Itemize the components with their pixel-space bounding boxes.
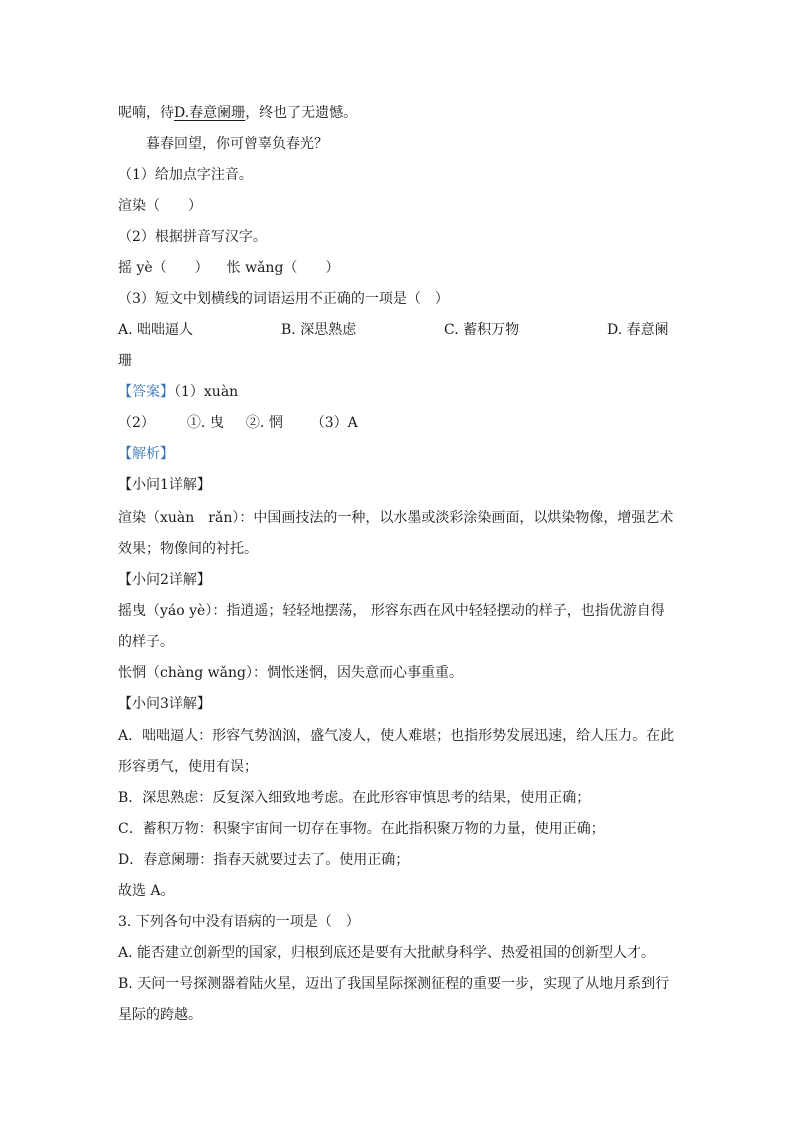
passage-text: ，终也了无遗憾。	[245, 105, 358, 121]
analysis-sub1-title: 【小问1详解】	[118, 477, 211, 493]
answer-part-2-label: （2）	[118, 415, 155, 431]
analysis-sub2-text: 摇曳（yáo yè）：指逍遥；轻轻地摆荡， 形容东西在风中轻轻摆动的样子，也指优游自得	[118, 603, 665, 619]
analysis-sub2-title: 【小问2详解】	[118, 572, 211, 588]
passage-line-2: 暮春回望，你可曾辜负春光？	[146, 136, 328, 152]
analysis-sub2-text: 的样子。	[118, 634, 174, 650]
analysis-sub1-text: 效果；物像间的衬托。	[118, 541, 258, 557]
passage-line-1	[118, 103, 357, 123]
analysis-sub3-option-a: A．咄咄逼人：形容气势汹汹，盛气凌人，使人难堪；也指形势发展迅速，给人压力。在此	[118, 728, 675, 744]
question-2-item-b: 怅 wǎng（ ）	[226, 260, 340, 276]
question-3-prompt: （3）短文中划横线的词语运用不正确的一项是（ ）	[118, 291, 449, 307]
answer-tag: 【答案】	[118, 384, 174, 400]
question-next-option-b: 星际的跨越。	[118, 1007, 202, 1023]
underlined-phrase: D.春意阑珊	[174, 105, 246, 121]
analysis-tag: 【解析】	[118, 446, 174, 462]
question-1-item: 渲染（ ）	[118, 198, 202, 214]
answer-part-2-a: ①. 曳	[186, 415, 224, 431]
passage-text: 呢喃，待	[118, 105, 174, 121]
answer-line-1	[118, 382, 238, 402]
answer-part-3: （3）A	[310, 415, 358, 431]
analysis-sub3-option-b: B．深思熟虑：反复深入细致地考虑。在此形容审慎思考的结果，使用正确；	[118, 790, 591, 806]
question-2-prompt: （2）根据拼音写汉字。	[118, 229, 267, 245]
analysis-sub2-text: 怅惘（chàng wǎng）：惆怅迷惘，因失意而心事重重。	[118, 665, 463, 681]
answer-part-1: （1）xuàn	[174, 384, 239, 400]
answer-part-2-b: ②. 惘	[245, 415, 283, 431]
analysis-sub3-option-a: 形容勇气，使用有误；	[118, 759, 258, 775]
question-next-option-b: B. 天问一号探测器着陆火星，迈出了我国星际探测征程的重要一步，实现了从地月系到行	[118, 976, 670, 992]
question-1-prompt: （1）给加点字注音。	[118, 167, 253, 183]
question-3-option-wrap: 珊	[118, 353, 132, 369]
analysis-sub3-title: 【小问3详解】	[118, 696, 211, 712]
question-next-prompt: 3. 下列各句中没有语病的一项是（ ）	[118, 914, 360, 930]
analysis-sub3-option-d: D．春意阑珊：指春天就要过去了。使用正确；	[118, 852, 410, 868]
question-2-item-a: 摇 yè（ ）	[118, 260, 209, 276]
question-3-option-b: B. 深思熟虑	[281, 322, 357, 338]
answer-line-2	[118, 413, 358, 433]
question-3-option-c: C. 蓄积万物	[444, 322, 520, 338]
question-next-option-a: A. 能否建立创新型的国家，归根到底还是要有大批献身科学、热爱祖国的创新型人才。	[118, 945, 656, 961]
question-2-items	[118, 258, 339, 278]
analysis-sub1-text: 渲染（xuàn rǎn）：中国画技法的一种，以水墨或淡彩涂染画面，以烘染物像，增强艺术	[118, 510, 674, 526]
analysis-sub3-option-c: C．蓄积万物：积聚宇宙间一切存在事物。在此指积聚万物的力量，使用正确；	[118, 821, 605, 837]
analysis-conclusion: 故选 A。	[118, 883, 175, 899]
question-3-option-d: D. 春意阑	[607, 322, 669, 338]
question-3-option-a: A. 咄咄逼人	[118, 322, 194, 338]
